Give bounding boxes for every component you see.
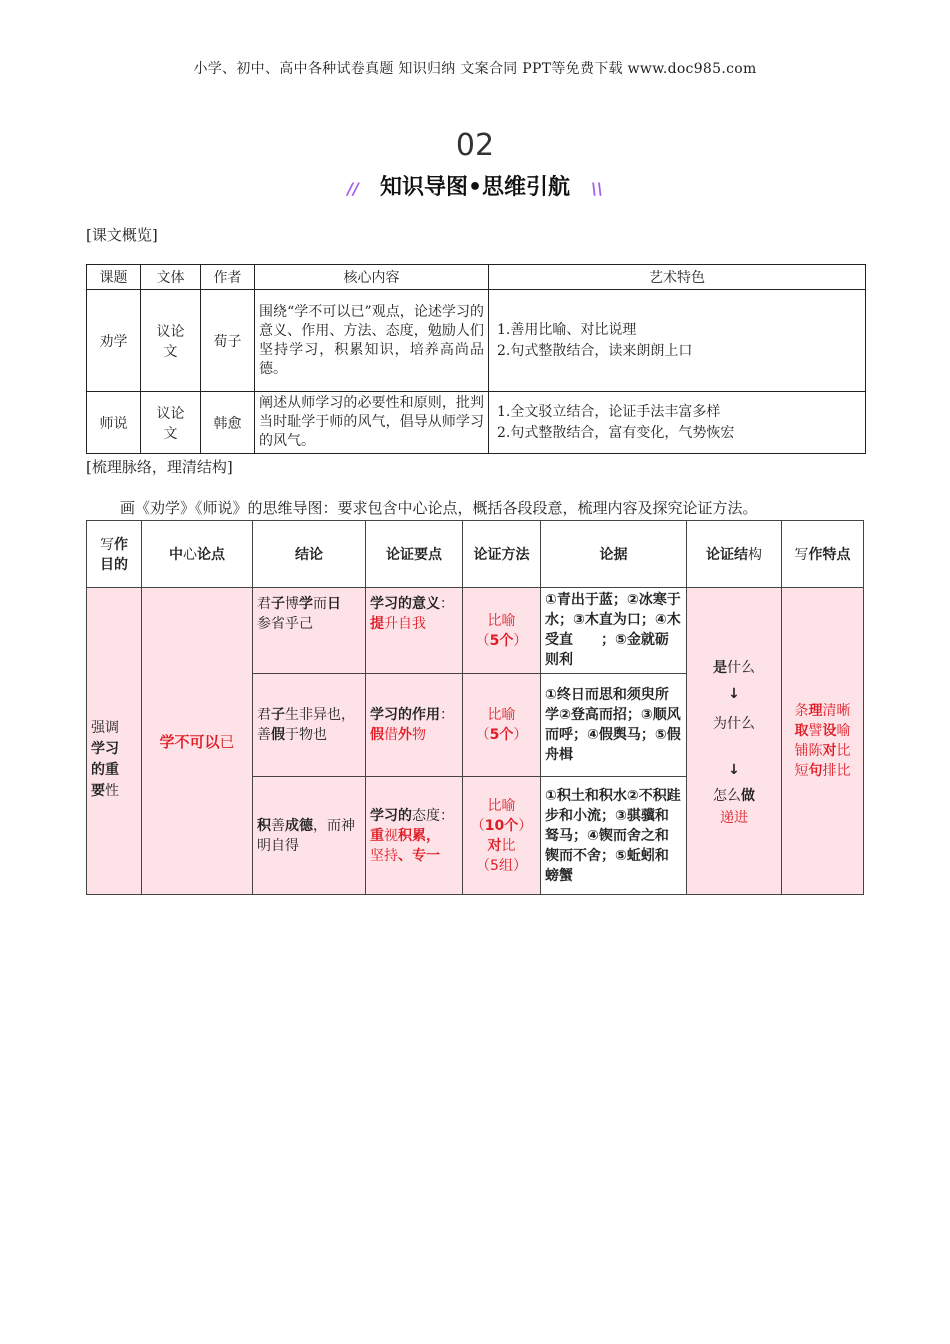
text: 博 — [285, 596, 299, 612]
feature-line: 2.句式整散结合，读来朗朗上口 — [497, 342, 693, 359]
text: 升自我 — [384, 616, 426, 632]
structure-why: 为什么 — [713, 716, 755, 732]
text: 取 — [794, 723, 809, 739]
text: 5个 — [489, 632, 514, 649]
text: 句 — [808, 763, 823, 779]
text: 学习 — [91, 740, 119, 757]
text: 写 — [794, 547, 809, 563]
cell-title: 师说 — [87, 392, 141, 454]
text: 坚持 — [370, 847, 398, 864]
text: ，而神明自得 — [257, 817, 355, 854]
text: 目的 — [100, 557, 128, 573]
task-instruction: 画《劝学》《师说》的思维导图：要求包含中心论点，概括各段段意，梳理内容及探究论证方法。 — [120, 499, 758, 517]
text: 假 — [370, 727, 384, 743]
text: 对 — [487, 837, 502, 854]
text: 于物也 — [285, 727, 327, 743]
text: 作特点 — [808, 547, 851, 563]
slash-decoration-right: \\ — [591, 179, 603, 198]
cell-method — [463, 674, 541, 777]
text: 写 — [100, 537, 114, 553]
cell-method — [463, 777, 541, 895]
cell-point — [366, 588, 463, 674]
overview-label: [课文概览] — [86, 226, 158, 244]
col-header-features: 艺术特色 — [489, 265, 866, 290]
cell-thesis — [142, 588, 253, 895]
overview-row-quanxue — [87, 290, 866, 392]
col-header-genre: 文体 — [141, 265, 201, 290]
header-purpose — [87, 521, 142, 588]
mind-map-table — [86, 520, 864, 895]
text: 、专一 — [398, 847, 440, 864]
header-structure — [687, 521, 782, 588]
text: 学习的作用 — [370, 707, 440, 723]
text: 论证结 — [706, 547, 748, 563]
cell-features — [489, 392, 866, 454]
text: 而 — [313, 596, 327, 612]
spacer — [691, 737, 777, 757]
text: 怎么 — [713, 788, 741, 804]
text: 学习的 — [370, 807, 412, 824]
cell-purpose — [87, 588, 142, 895]
text: （ — [475, 632, 490, 649]
text: 积 — [257, 817, 271, 834]
header-features — [782, 521, 864, 588]
structure-what — [691, 655, 777, 681]
mind-map-header-row — [87, 521, 864, 588]
header-conclusion: 结论 — [253, 521, 366, 588]
text: 外 — [398, 727, 412, 743]
text: ： — [440, 596, 454, 612]
text: 排比 — [822, 763, 851, 779]
col-header-core: 核心内容 — [255, 265, 489, 290]
cell-author: 荀子 — [201, 290, 255, 392]
overview-header-row — [87, 265, 866, 290]
text: 假 — [271, 727, 285, 743]
section-title-wrap — [0, 168, 950, 201]
col-header-title: 课题 — [87, 265, 141, 290]
text: 喻 — [836, 723, 851, 739]
text: （ — [470, 817, 485, 834]
col-header-author: 作者 — [201, 265, 255, 290]
cell-conclusion — [253, 674, 366, 777]
text: （5组） — [476, 857, 527, 874]
text: 是 — [713, 660, 727, 676]
text: 视 — [384, 827, 398, 844]
text: 性 — [105, 782, 119, 799]
text: （ — [475, 727, 490, 743]
text: 比喻 — [487, 612, 516, 629]
text: ） — [513, 632, 528, 649]
text: 设 — [822, 723, 837, 739]
text: 善 — [271, 817, 285, 834]
text: 日 — [327, 596, 341, 612]
cell-evidence: ①终日而思和须臾所学②登高而招；③顺风而呼；④假舆马；⑤假舟楫 — [541, 674, 687, 777]
down-arrow-icon: ↓ — [728, 762, 740, 778]
cell-conclusion — [253, 588, 366, 674]
section-title — [370, 168, 580, 201]
text: 理 — [808, 703, 823, 719]
text: ： — [440, 707, 454, 723]
text: 条 — [794, 703, 809, 719]
text: 的重 — [91, 761, 119, 778]
site-header: 小学、初中、高中各种试卷真题 知识归纳 文案合同 PPT等免费下载 www.doc985.com — [193, 61, 757, 77]
header-methods: 论证方法 — [463, 521, 541, 588]
cell-author: 韩愈 — [201, 392, 255, 454]
structure-how — [691, 783, 777, 809]
overview-table — [86, 264, 866, 454]
cell-features — [489, 290, 866, 392]
header-points: 论证要点 — [366, 521, 463, 588]
text: 成德 — [285, 817, 313, 834]
text: 态度： — [412, 807, 454, 824]
cell-point — [366, 777, 463, 895]
feature-line: 2.句式整散结合，富有变化，气势恢宏 — [497, 424, 735, 441]
text: 积累， — [398, 827, 440, 844]
text: 善 — [257, 727, 271, 743]
cell-structure — [687, 588, 782, 895]
text: 短 — [794, 763, 809, 779]
text: 比 — [501, 837, 516, 854]
cell-evidence: ①积土和积水②不积跬步和小流；③骐骥和驽马；④锲而舍之和锲而不舍；⑤蚯蚓和螃蟹 — [541, 777, 687, 895]
text: 君 — [257, 596, 271, 612]
text: 5个 — [489, 727, 514, 743]
cell-genre: 议论文 — [141, 392, 201, 454]
cell-title: 劝学 — [87, 290, 141, 392]
text: 要 — [91, 782, 105, 799]
text: ） — [518, 817, 533, 834]
feature-line: 1.全文驳立结合，论证手法丰富多样 — [497, 403, 721, 420]
text: 已 — [219, 732, 235, 751]
text: 做 — [741, 788, 755, 804]
cell-method — [463, 588, 541, 674]
text: 君 — [257, 707, 271, 723]
overview-row-shishuo — [87, 392, 866, 454]
text: 什么 — [727, 660, 755, 676]
cell-genre: 议论文 — [141, 290, 201, 392]
text: 心 — [183, 547, 197, 563]
text: 中 — [169, 547, 183, 563]
text: 譬 — [808, 723, 823, 739]
header-thesis — [142, 521, 253, 588]
structure-progression: 递进 — [720, 810, 748, 826]
text: 生非异也， — [285, 707, 355, 723]
text: 对 — [822, 743, 837, 759]
text: 清晰 — [822, 703, 851, 719]
text: 强调 — [91, 719, 119, 736]
text: 子 — [271, 707, 285, 723]
cell-evidence: ①青出于蓝；②冰寒于水；③木直为口；④木受直 ；⑤金就砺则利 — [541, 588, 687, 674]
text: 子 — [271, 596, 285, 612]
cell-point — [366, 674, 463, 777]
cell-core: 阐述从师学习的必要性和原则，批判当时耻学于师的风气，倡导从师学习的风气。 — [255, 392, 489, 454]
structure-label: [梳理脉络，理清结构] — [86, 458, 233, 476]
text: 重 — [370, 827, 384, 844]
section-number: 02 — [455, 128, 495, 163]
section-title-text: 知识导图•思维引航 — [379, 175, 571, 200]
down-arrow-icon: ↓ — [728, 686, 740, 702]
text: 比 — [836, 743, 851, 759]
text: 论点 — [197, 547, 225, 563]
text: 参省乎己 — [257, 616, 313, 632]
text: 构 — [748, 547, 762, 563]
text: 作 — [114, 537, 128, 553]
text: ） — [513, 727, 528, 743]
text: 学 — [299, 596, 313, 612]
text: 学不可以 — [159, 732, 220, 751]
text: 学习的意义 — [370, 596, 440, 612]
text: 物 — [412, 727, 426, 743]
text: 铺陈 — [794, 743, 823, 759]
cell-conclusion — [253, 777, 366, 895]
text: 借 — [384, 727, 398, 743]
text: 比喻 — [487, 797, 516, 814]
text: 10个 — [484, 817, 519, 834]
cell-features — [782, 588, 864, 895]
header-evidence: 论据 — [541, 521, 687, 588]
feature-line: 1.善用比喻、对比说理 — [497, 321, 637, 338]
mind-map-row-1 — [87, 588, 864, 674]
cell-core: 围绕“学不可以已”观点，论述学习的意义、作用、方法、态度，勉励人们坚持学习，积累知识，培养高尚品德。 — [255, 290, 489, 392]
text: 比喻 — [487, 707, 516, 723]
text: 提 — [370, 616, 384, 632]
slash-decoration-left: // — [347, 179, 359, 198]
